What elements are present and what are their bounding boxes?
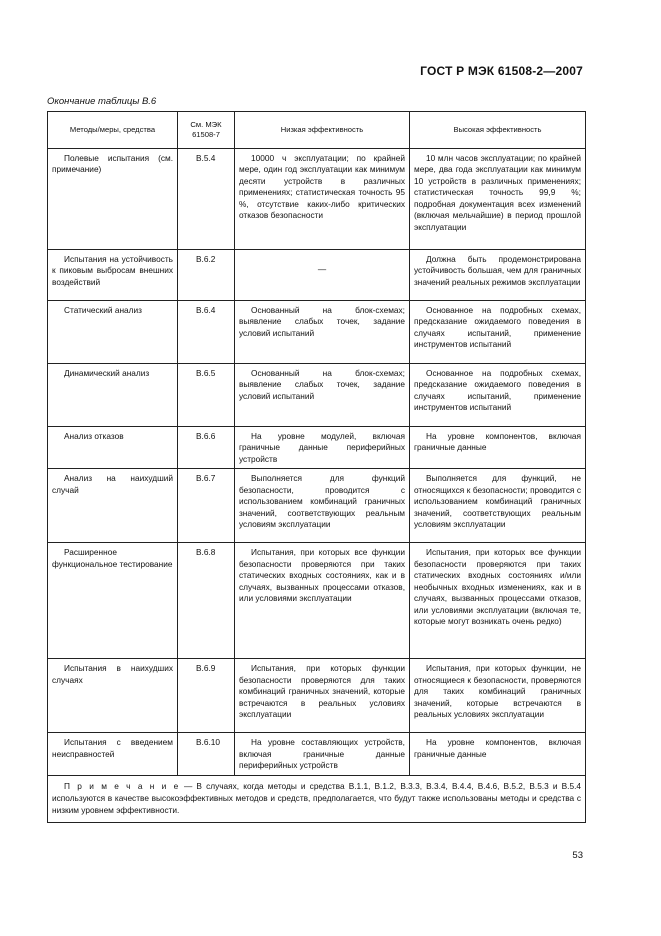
high-effectiveness-cell: 10 млн часов эксплуатации; по крайней мере, два года эксплуатации как минимум 10 устройств в различных применениях; статистическая точность 99,9 %; подробная документация всех изменений (включая мельчайшие) в период прошлой эксплуатации (414, 153, 581, 232)
table-row (48, 659, 586, 733)
method-cell: Статический анализ (64, 305, 142, 315)
method-cell: Анализ отказов (64, 431, 124, 441)
method-cell: Испытания на устойчивость к пиковым выбросам внешних воздействий (52, 254, 173, 287)
column-header-method: Методы/меры, средства (48, 112, 178, 149)
ref-cell: B.5.4 (196, 153, 216, 163)
high-effectiveness-cell: Основанное на подробных схемах, предсказание ожидаемого поведения в случаях испытаний, применение инструментов испытаний (414, 368, 581, 413)
method-cell: Анализ на наихудший случай (52, 473, 173, 495)
table-row (48, 250, 586, 301)
column-header-ref: См. МЭК 61508-7 (178, 112, 235, 149)
low-effectiveness-cell: Основанный на блок-схемах; выявление слабых точек, задание условий испытаний (239, 305, 405, 338)
low-effectiveness-cell: Основанный на блок-схемах; выявление слабых точек, задание условий испытаний (239, 368, 405, 401)
ref-cell: В.6.9 (196, 663, 216, 674)
table-row (48, 469, 586, 543)
table-row (48, 427, 586, 469)
ref-cell: В.6.10 (196, 737, 220, 748)
high-effectiveness-cell: Должна быть продемонстрирована устойчивость большая, чем для граничных значений реальных режимов эксплуатации (414, 254, 581, 287)
method-cell: Динамический анализ (64, 368, 150, 378)
high-effectiveness-cell: На уровне компонентов, включая граничные данные (414, 431, 581, 453)
document-id-header: ГОСТ Р МЭК 61508-2—2007 (420, 64, 583, 78)
table-caption: Окончание таблицы В.6 (47, 96, 157, 107)
note-text: — В случаях, когда методы и средства В.1.1, В.1.2, В.3.3, В.3.4, В.4.4, В.4.6, В.5.2, В.5.3 и В.5.4 используются в качестве высокоэффективных методов и средств, предполагается, что будут также использованы методы и средства с низким уровнем эффективности. (52, 780, 581, 815)
low-effectiveness-cell: Выполняется для функций безопасности, проводится с использованием комбинаций граничных значений, соответствующих реальным условиям эксплуатации (239, 473, 405, 530)
high-effectiveness-cell: Выполняется для функций, не относящихся к безопасности; проводится с использованием комбинаций граничных значений, соответствующих реальным условиям эксплуатации (414, 473, 581, 530)
method-cell: Полевые испытания (см. примечание) (52, 153, 173, 175)
table-note-row (48, 775, 586, 822)
low-effectiveness-cell: На уровне составляющих устройств, включая граничные данные периферийных устройств (239, 737, 405, 771)
high-effectiveness-cell: Испытания, при которых все функции безопасности проверяются при таких статических входных состояниях и/или необычных входных изменениях, как и в случаях, вызванных процессами отказов, или условиями эксплуатации (включая те, которые могут возникать очень редко) (414, 547, 581, 626)
low-effectiveness-cell: Испытания, при которых все функции безопасности проверяются при таких статических входных состояниях, как и в случаях, вызванных процессами отказов, или условиями эксплуатации (239, 547, 405, 604)
ref-cell: В.6.4 (196, 305, 216, 315)
ref-cell: В.6.5 (196, 368, 216, 378)
column-header-high: Высокая эффективность (410, 112, 586, 149)
table-row (48, 733, 586, 775)
ref-cell: В.6.2 (196, 254, 216, 264)
table-row (48, 149, 586, 250)
ref-cell: В.6.8 (196, 547, 216, 558)
low-effectiveness-cell: 10000 ч эксплуатации; по крайней мере, один год эксплуатации как минимум десяти устройств в различных применениях; статистическая точность 95 %, отсутствие каких-либо критических отказов безопасности (239, 153, 405, 221)
methods-table (47, 111, 586, 823)
ref-cell: В.6.7 (196, 473, 216, 484)
low-effectiveness-cell: Испытания, при которых функции безопасности проверяются для таких комбинаций граничных значений, которые встречаются в реальных условиях эксплуатации (239, 663, 405, 720)
method-cell: Испытания с введением неисправностей (52, 737, 173, 759)
table-note (48, 775, 586, 822)
low-effectiveness-cell: — (317, 264, 327, 274)
table-row (48, 301, 586, 364)
table-row (48, 364, 586, 427)
table-header-row (48, 112, 586, 149)
table-row (48, 543, 586, 659)
page-number: 53 (572, 850, 583, 861)
method-cell: Испытания в наихудших случаях (52, 663, 173, 685)
high-effectiveness-cell: На уровне компонентов, включая граничные данные (414, 737, 581, 759)
note-label: П р и м е ч а н и е (64, 780, 180, 791)
ref-cell: В.6.6 (196, 431, 216, 441)
high-effectiveness-cell: Основанное на подробных схемах, предсказание ожидаемого поведения в случаях испытаний, применение инструментов испытаний (414, 305, 581, 350)
low-effectiveness-cell: На уровне модулей, включая граничные данные периферийных устройств (239, 431, 405, 464)
column-header-low: Низкая эффективность (235, 112, 410, 149)
method-cell: Расширенное функциональное тестирование (52, 547, 173, 569)
high-effectiveness-cell: Испытания, при которых функции, не относящиеся к безопасности, проверяются для таких комбинаций граничных значений, которые встречаются в реальных условиях эксплуатации (414, 663, 581, 720)
